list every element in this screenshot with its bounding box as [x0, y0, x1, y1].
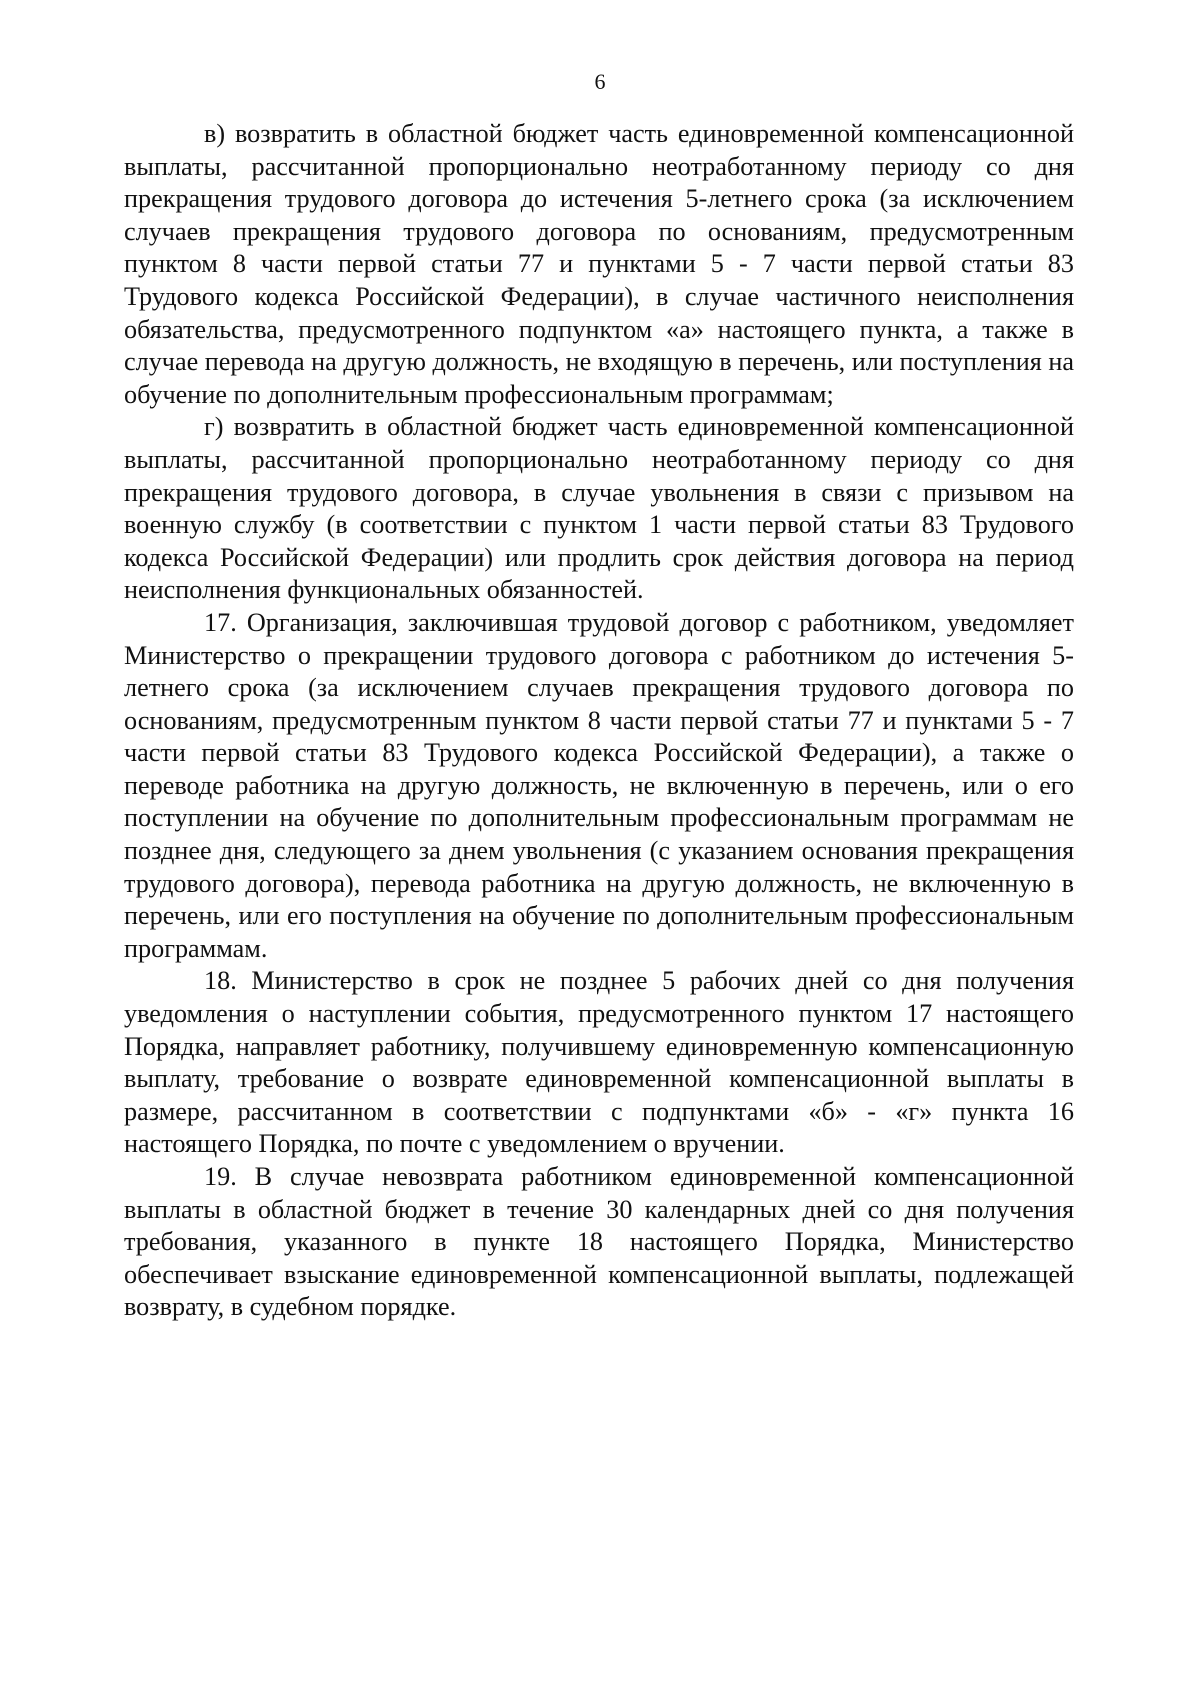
paragraph-subitem-v: в) возвратить в областной бюджет часть единовременной компенсационной выплаты, рассчитанной пропорционально неотработанному периоду со дня прекращения трудового договора до истечения 5-летнего срока (за исключением случаев прекращения трудового договора по основаниям, предусмотренным пунктом 8 части первой статьи 77 и пунктами 5 - 7 части первой статьи 83 Трудового кодекса Российской Федерации), в случае частичного неисполнения обязательства, предусмотренного подпунктом «а» настоящего пункта, а также в случае перевода на другую должность, не входящую в перечень, или поступления на обучение по дополнительным профессиональным программам;: [124, 119, 1074, 409]
paragraph-subitem-g: г) возвратить в областной бюджет часть единовременной компенсационной выплаты, рассчитанной пропорционально неотработанному периоду со дня прекращения трудового договора, в случае увольнения в связи с призывом на военную службу (в соответствии с пунктом 1 части первой статьи 83 Трудового кодекса Российской Федерации) или продлить срок действия договора на период неисполнения функциональных обязанностей.: [124, 412, 1074, 605]
paragraph-item-18: 18. Министерство в срок не позднее 5 рабочих дней со дня получения уведомления о наступлении события, предусмотренного пунктом 17 настоящего Порядка, направляет работнику, получившему единовременную компенсационную выплату, требование о возврате единовременной компенсационной выплаты в размере, рассчитанном в соответствии с подпунктами «б» - «г» пункта 16 настоящего Порядка, по почте с уведомлением о вручении.: [124, 966, 1074, 1159]
page-number: 6: [594, 69, 606, 94]
document-body: [124, 118, 1074, 1324]
paragraph-item-19: 19. В случае невозврата работником единовременной компенсационной выплаты в областной бюджет в течение 30 календарных дней со дня получения требования, указанного в пункте 18 настоящего Порядка, Министерство обеспечивает взыскание единовременной компенсационной выплаты, подлежащей возврату, в судебном порядке.: [124, 1162, 1074, 1322]
paragraph-item-17: 17. Организация, заключившая трудовой договор с работником, уведомляет Министерство о прекращении трудового договора с работником до истечения 5-летнего срока (за исключением случаев прекращения трудового договора по основаниям, предусмотренным пунктом 8 части первой статьи 77 и пунктами 5 - 7 части первой статьи 83 Трудового кодекса Российской Федерации), а также о переводе работника на другую должность, не включенную в перечень, или о его поступлении на обучение по дополнительным профессиональным программам не позднее дня, следующего за днем увольнения (с указанием основания прекращения трудового договора), перевода работника на другую должность, не включенную в перечень, или его поступления на обучение по дополнительным профессиональным программам.: [124, 607, 1074, 963]
